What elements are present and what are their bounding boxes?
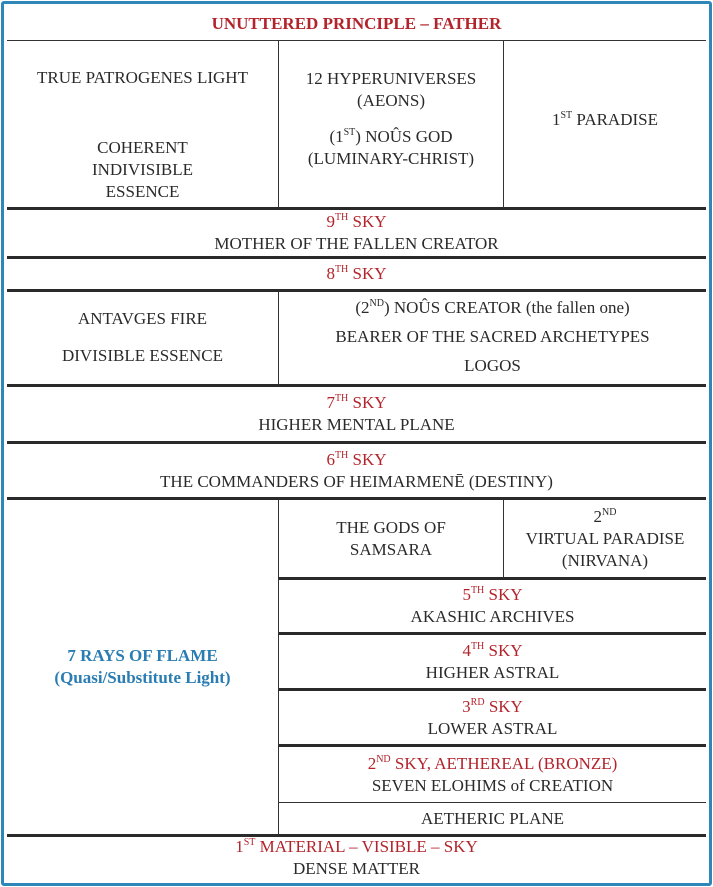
sky6-cell bbox=[7, 444, 706, 500]
logos: LOGOS bbox=[464, 355, 521, 375]
sky2-cell bbox=[279, 747, 706, 803]
first-paradise-cell bbox=[504, 41, 706, 210]
sky5-label: AKASHIC ARCHIVES bbox=[410, 607, 575, 626]
nous-creator-cell bbox=[279, 292, 706, 387]
sky7-cell bbox=[7, 387, 706, 444]
sky3-heading: 3RD SKY bbox=[462, 696, 523, 716]
sky9-label: MOTHER OF THE FALLEN CREATOR bbox=[214, 234, 499, 253]
diagram-frame bbox=[1, 1, 712, 886]
antavges-cell bbox=[7, 292, 279, 387]
sky5-cell bbox=[279, 580, 706, 635]
divisible-essence: DIVISIBLE ESSENCE bbox=[61, 345, 224, 365]
rays-cell bbox=[7, 500, 279, 834]
rays-title: 7 RAYS OF FLAME bbox=[67, 646, 218, 665]
sky3-cell bbox=[279, 691, 706, 747]
sky9-cell bbox=[7, 210, 706, 259]
sky7-heading: 7TH SKY bbox=[326, 393, 387, 412]
sky4-label: HIGHER ASTRAL bbox=[425, 662, 560, 682]
sky1-label: DENSE MATTER bbox=[292, 858, 421, 878]
aetheric-cell bbox=[279, 803, 706, 834]
title-cell bbox=[7, 7, 706, 41]
sky4-cell bbox=[279, 635, 706, 691]
sky2-heading: 2ND SKY, AETHEREAL (BRONZE) bbox=[367, 753, 618, 773]
sky9-heading: 9TH SKY bbox=[326, 212, 387, 231]
sky7-label: HIGHER MENTAL PLANE bbox=[258, 415, 455, 434]
title: UNUTTERED PRINCIPLE – FATHER bbox=[211, 13, 502, 33]
samsara-cell bbox=[279, 500, 504, 580]
second-paradise-heading: 2ND bbox=[593, 506, 617, 526]
nous-creator: (2ND) NOÛS CREATOR (the fallen one) bbox=[355, 298, 630, 318]
antavges-fire: ANTAVGES FIRE bbox=[77, 308, 208, 328]
sky8-heading: 8TH SKY bbox=[326, 264, 387, 283]
sky1-heading: 1ST MATERIAL – VISIBLE – SKY bbox=[235, 836, 478, 856]
sky6-label: THE COMMANDERS OF HEIMARMENĒ (DESTINY) bbox=[160, 471, 553, 491]
sky5-heading: 5TH SKY bbox=[462, 585, 523, 604]
archetypes-bearer: BEARER OF THE SACRED ARCHETYPES bbox=[335, 326, 650, 346]
coherent-essence: COHERENT INDIVISIBLE ESSENCE bbox=[91, 138, 194, 201]
virtual-paradise: VIRTUAL PARADISE (NIRVANA) bbox=[525, 528, 685, 570]
hyperuniverses: 12 HYPERUNIVERSES (AEONS) bbox=[305, 69, 477, 110]
second-paradise-cell bbox=[504, 500, 706, 580]
patrogenes-cell bbox=[7, 41, 279, 210]
first-paradise: 1ST PARADISE bbox=[552, 110, 658, 129]
rays-subtitle: (Quasi/Substitute Light) bbox=[54, 668, 231, 687]
patrogenes-light: TRUE PATROGENES LIGHT bbox=[37, 68, 248, 87]
sky1-cell bbox=[7, 834, 706, 878]
nous-god: (1ST) NOÛS GOD (LUMINARY-CHRIST) bbox=[307, 127, 475, 168]
hyperuniverses-cell bbox=[279, 41, 504, 210]
aetheric-plane: AETHERIC PLANE bbox=[420, 808, 565, 828]
sky2-label: SEVEN ELOHIMS of CREATION bbox=[371, 775, 614, 795]
cosmology-table bbox=[7, 7, 706, 880]
sky3-label: LOWER ASTRAL bbox=[427, 718, 558, 738]
gods-of-samsara: THE GODS OF SAMSARA bbox=[336, 517, 446, 559]
sky6-heading: 6TH SKY bbox=[326, 449, 387, 469]
sky4-heading: 4TH SKY bbox=[462, 640, 523, 660]
sky8-cell bbox=[7, 259, 706, 292]
